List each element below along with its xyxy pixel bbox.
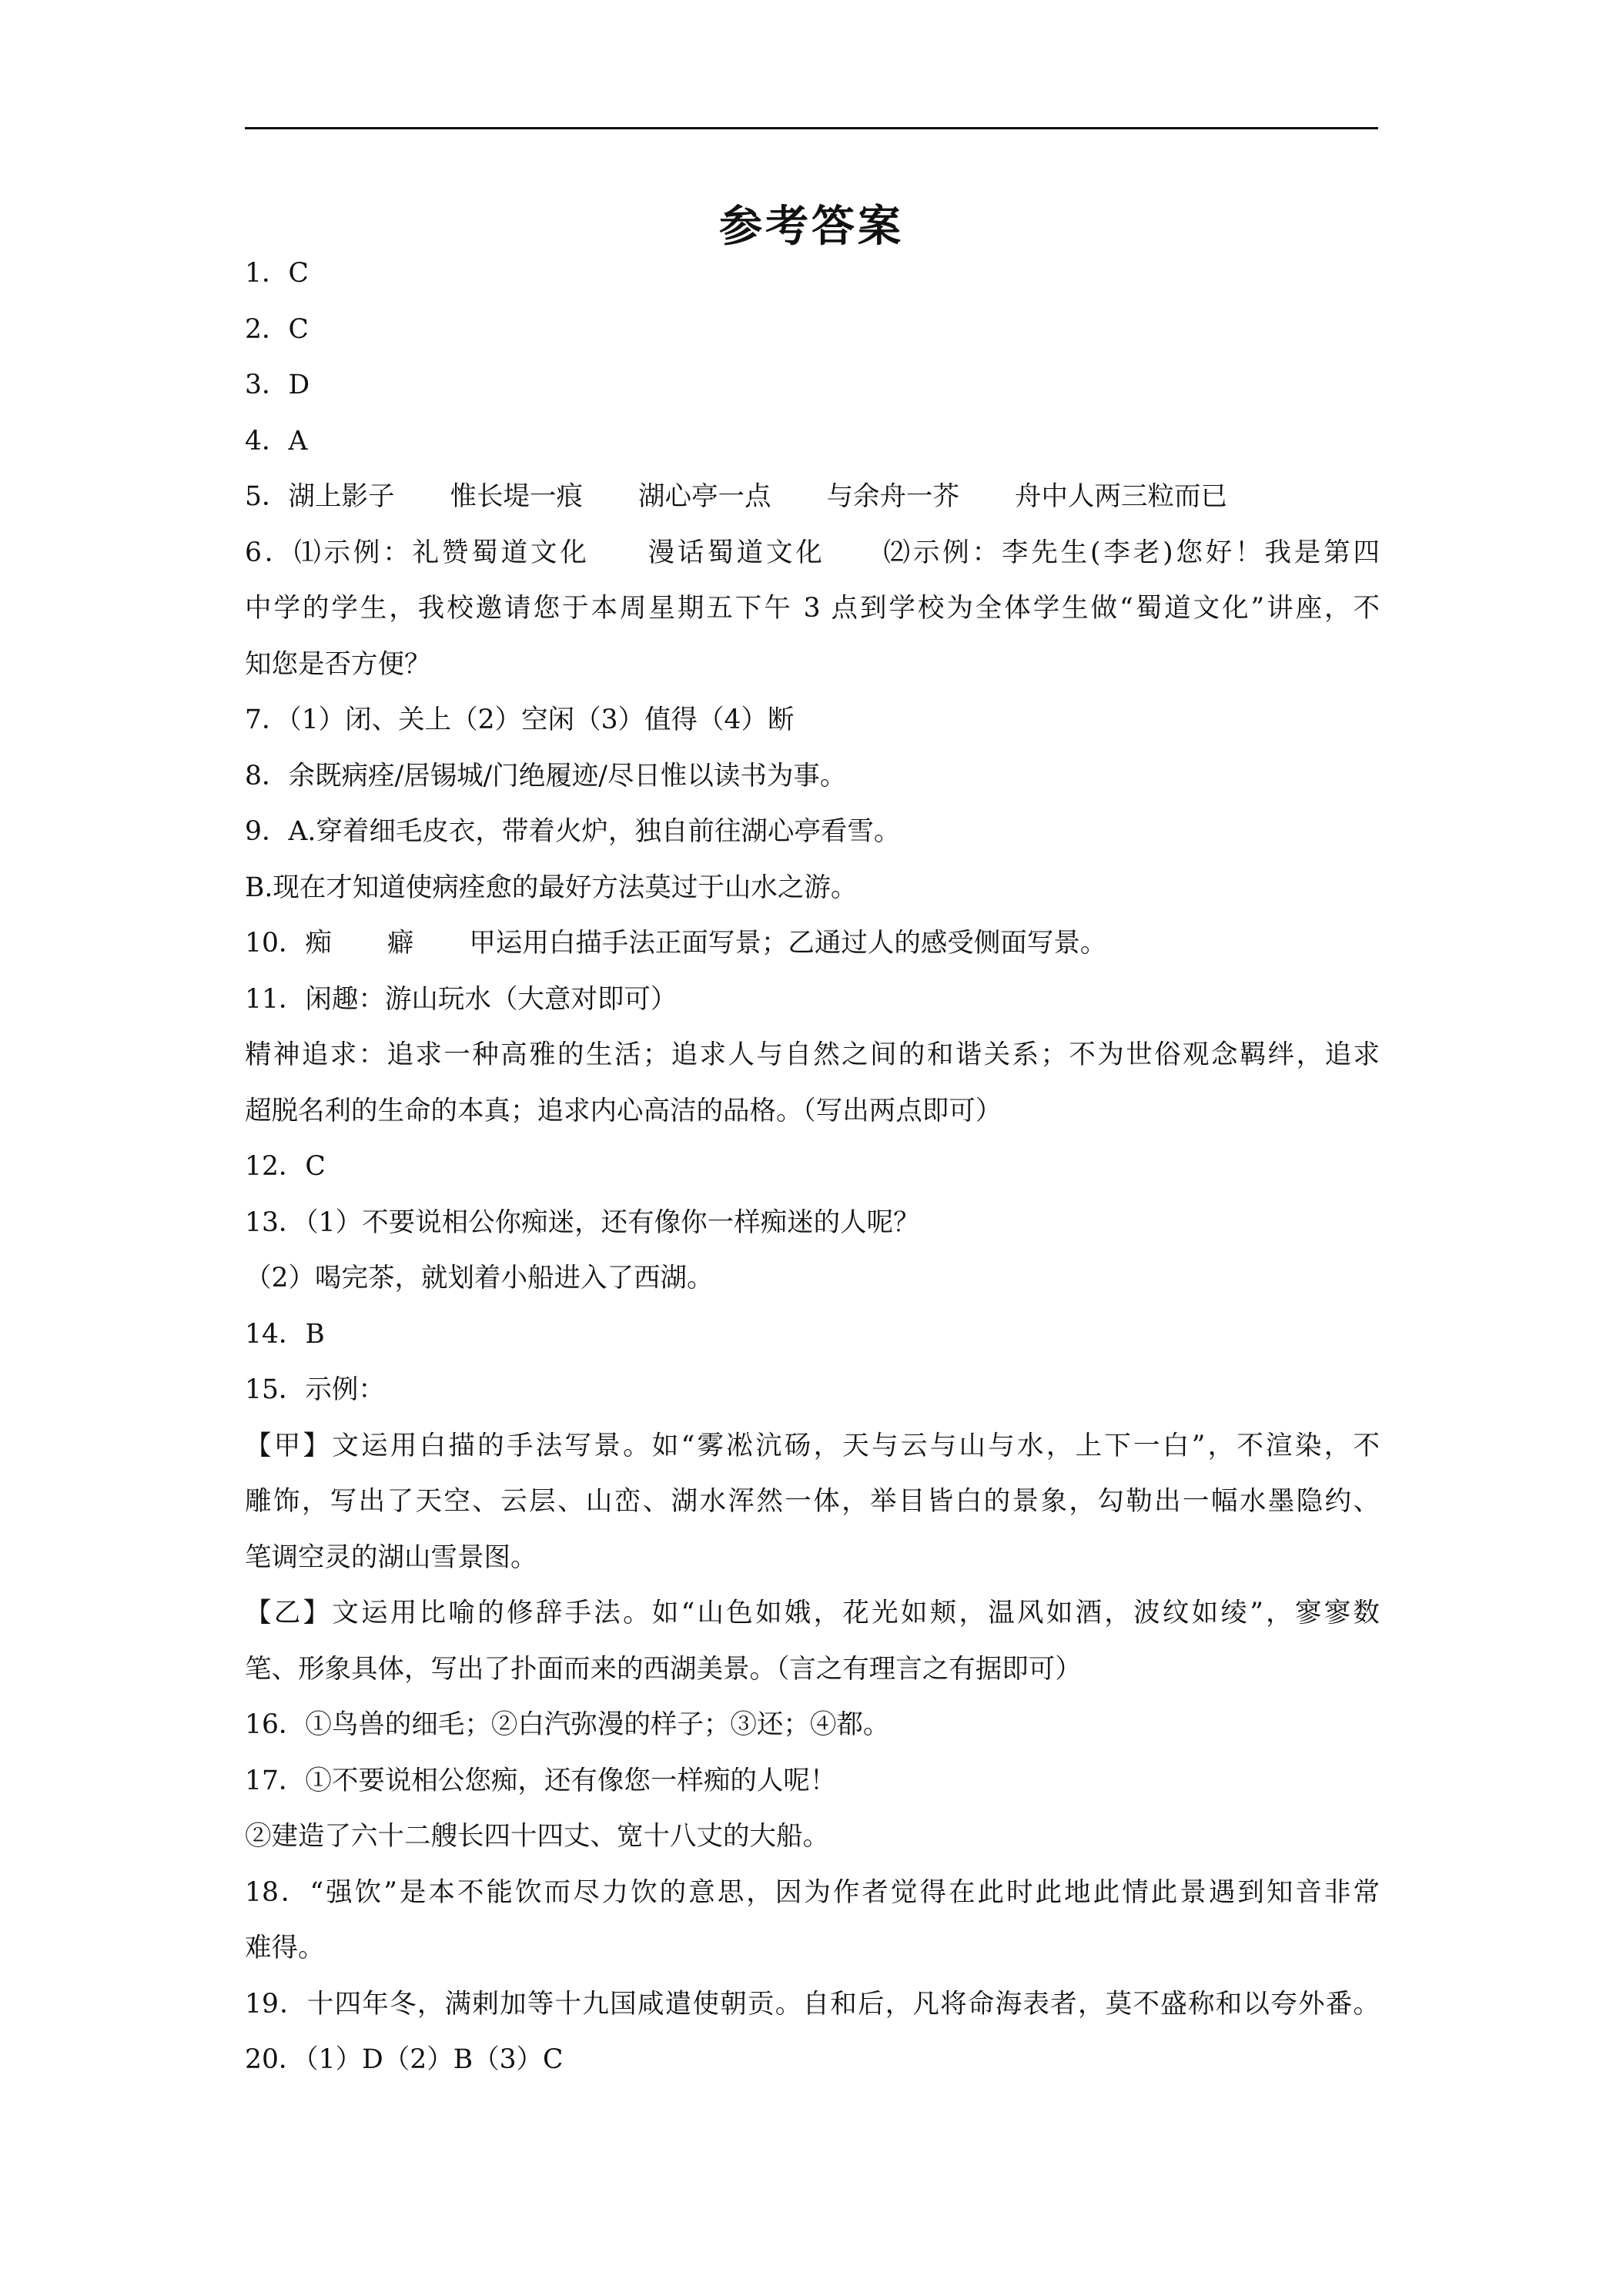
answer-text: （2）喝完茶，就划着小船进入了西湖。 (245, 1263, 714, 1294)
answer-line (245, 915, 1380, 972)
answer-line (245, 469, 1380, 525)
answer-line (245, 1530, 1380, 1586)
answer-line (245, 246, 1380, 302)
answer-line (245, 413, 1380, 470)
answer-line (245, 1865, 1380, 1921)
answer-text: 1．C (245, 258, 309, 289)
answer-line (245, 1697, 1380, 1753)
answer-line (245, 1976, 1380, 2033)
answer-line (245, 581, 1380, 637)
answer-text: 15．示例： (245, 1374, 385, 1405)
answer-text: 【甲】文运用白描的手法写景。如“雾凇沆砀，天与云与山与水，上下一白”，不渲染，不 (245, 1430, 1380, 1461)
answer-text: 6．⑴示例：礼赞蜀道文化 (245, 537, 590, 568)
answer-text: 12．C (245, 1151, 326, 1182)
answer-line (245, 1027, 1380, 1083)
answer-text: 甲运用白描手法正面写景；乙通过人的感受侧面写景。 (469, 928, 1107, 959)
answer-text: 与余舟一芥 (826, 481, 959, 512)
answer-line (245, 972, 1380, 1028)
answer-text: 笔调空灵的湖山雪景图。 (245, 1541, 537, 1573)
answer-line (245, 748, 1380, 805)
answer-text: 癖 (387, 928, 414, 959)
answer-text: 惟长堤一痕 (450, 481, 583, 512)
answer-line (245, 1585, 1380, 1642)
answer-text: ⑵示例：李先生(李老)您好！我是第四 (880, 537, 1380, 568)
answer-line (245, 302, 1380, 358)
answer-line (245, 2032, 1380, 2088)
answer-line (245, 692, 1380, 748)
header-rule (245, 127, 1378, 129)
answer-line (245, 1920, 1380, 1976)
answer-line (245, 804, 1380, 860)
answer-text: 14．B (245, 1318, 325, 1350)
answer-line (245, 1418, 1380, 1474)
answer-line (245, 1362, 1380, 1418)
answer-text: 漫话蜀道文化 (644, 537, 825, 568)
answer-line (245, 1139, 1380, 1195)
answer-line (245, 860, 1380, 916)
answer-text: 2．C (245, 313, 309, 345)
answer-line (245, 1753, 1380, 1809)
answer-line (245, 525, 1380, 581)
answer-text: 10．痴 (245, 928, 332, 959)
answer-text: 18．“强饮”是本不能饮而尽力饮的意思，因为作者觉得在此时此地此情此景遇到知音非常 (245, 1876, 1380, 1908)
answer-list (245, 246, 1380, 2088)
answer-text: 中学的学生，我校邀请您于本周星期五下午 3 点到学校为全体学生做“蜀道文化”讲座，不 (245, 593, 1380, 624)
answer-text: 4．A (245, 425, 308, 457)
answer-line (245, 1307, 1380, 1363)
answer-text: 19．十四年冬，满剌加等十九国咸遣使朝贡。自和后，凡将命海表者，莫不盛称和以夸外番。 (245, 1988, 1380, 2020)
answer-text: 17．①不要说相公您痴，还有像您一样痴的人呢！ (245, 1765, 837, 1796)
answer-text: 20．（1）D（2）B（3）C (245, 2044, 564, 2075)
answer-text: ②建造了六十二艘长四十四丈、宽十八丈的大船。 (245, 1821, 829, 1852)
answer-text: 8．余既病痊/居锡城/门绝履迹/尽日惟以读书为事。 (245, 760, 847, 792)
answer-text: 13．（1）不要说相公你痴迷，还有像你一样痴迷的人呢？ (245, 1207, 920, 1238)
answer-text: 3．D (245, 370, 310, 400)
answer-text: 【乙】文运用比喻的修辞手法。如“山色如娥，花光如颊，温风如酒，波纹如绫”，寥寥数 (245, 1598, 1380, 1628)
answer-line (245, 1642, 1380, 1698)
answer-line (245, 1083, 1380, 1140)
answer-line (245, 1809, 1380, 1865)
answer-text: 笔、形象具体，写出了扑面而来的西湖美景。（言之有理言之有据即可） (245, 1653, 1082, 1685)
answer-line (245, 1250, 1380, 1307)
answer-text: 7．（1）闭、关上（2）空闲（3）值得（4）断 (245, 705, 795, 735)
answer-text: 精神追求：追求一种高雅的生活；追求人与自然之间的和谐关系；不为世俗观念羁绊，追求 (245, 1039, 1380, 1070)
answer-text: 5．湖上影子 (245, 481, 395, 512)
answer-text: 雕饰，写出了天空、云层、山峦、湖水浑然一体，举目皆白的景象，勾勒出一幅水墨隐约、 (245, 1486, 1380, 1517)
answer-text: B.现在才知道使病痊愈的最好方法莫过于山水之游。 (245, 872, 858, 903)
answer-line (245, 1474, 1380, 1530)
answer-text: 湖心亭一点 (637, 481, 771, 512)
answer-text: 9．A.穿着细毛皮衣，带着火炉，独自前往湖心亭看雪。 (245, 816, 901, 847)
answer-text: 超脱名利的生命的本真；追求内心高洁的品格。（写出两点即可） (245, 1095, 1002, 1126)
answer-text: 难得。 (245, 1933, 325, 1963)
answer-text: 舟中人两三粒而已 (1014, 481, 1227, 512)
page-title: 参考答案 (719, 202, 904, 252)
answer-text: 知您是否方便？ (245, 648, 431, 680)
answer-line (245, 637, 1380, 693)
answer-text: 16．①鸟兽的细毛；②白汽弥漫的样子；③还；④都。 (245, 1709, 890, 1740)
answer-line (245, 1195, 1380, 1251)
answer-text: 11．闲趣：游山玩水（大意对即可） (245, 983, 678, 1015)
answer-line (245, 357, 1380, 413)
